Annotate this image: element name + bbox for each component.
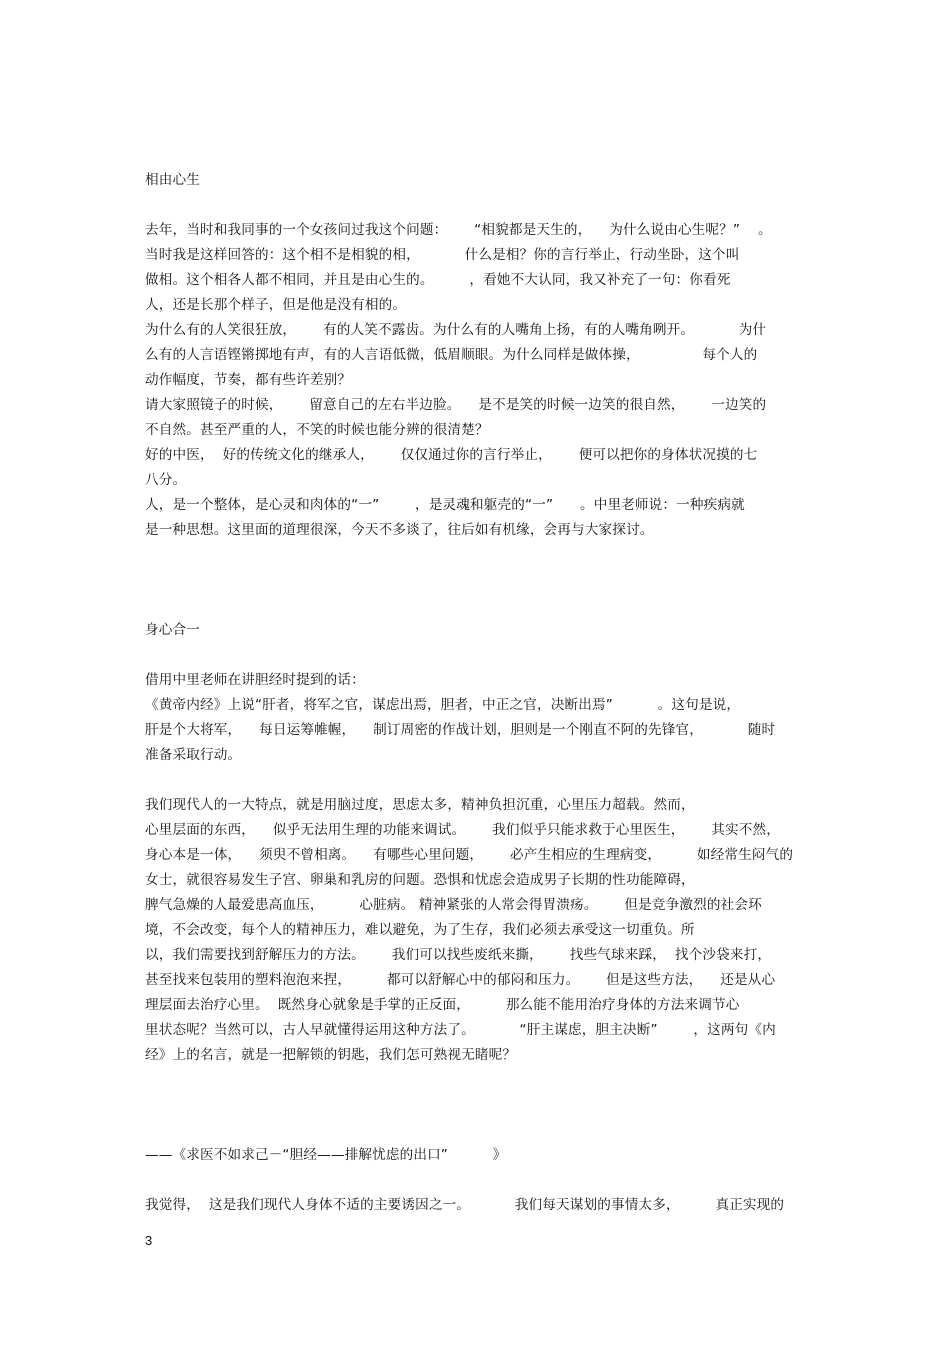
paragraph-line: 做相。这个相各人都不相同，并且是由心生的。 ，看她不大认同，我又补充了一句：你看死 — [145, 272, 731, 288]
section-heading-xiang-you-xin-sheng: 相由心生 — [145, 172, 200, 188]
paragraph-line: 人，还是长那个样子，但是他是没有相的。 — [145, 297, 407, 313]
paragraph-line: 动作幅度，节奏，都有些许差别？ — [145, 372, 352, 388]
paragraph-line: 女士，就很容易发生子宫、卵巢和乳房的问题。恐惧和忧虑会造成男子长期的性功能障碍， — [145, 872, 695, 888]
paragraph-line: 八分。 — [145, 472, 187, 488]
page-number: 3 — [145, 1233, 153, 1248]
paragraph-line: 请大家照镜子的时候， 留意自己的左右半边脸。 是不是笑的时候一边笑的很自然， 一边笑的 — [145, 397, 767, 413]
paragraph-line: 为什么有的人笑很狂放， 有的人笑不露齿。为什么有的人嘴角上扬，有的人嘴角咧开。 为什 — [145, 322, 767, 338]
paragraph-line: 好的中医， 好的传统文化的继承人， 仅仅通过你的言行举止， 便可以把你的身体状况摸的七 — [145, 447, 758, 463]
paragraph-line: 经》上的名言，就是一把解锁的钥匙，我们怎可熟视无睹呢？ — [145, 1047, 517, 1063]
paragraph-line: 当时我是这样回答的：这个相不是相貌的相， 什么是相？你的言行举止，行动坐卧，这个叫 — [145, 247, 740, 263]
paragraph-line: 么有的人言语铿锵掷地有声，有的人言语低微，低眉顺眼。为什么同样是做体操， 每个人的 — [145, 347, 758, 363]
paragraph-line: 准备采取行动。 — [145, 747, 242, 763]
paragraph-line: 不自然。甚至严重的人，不笑的时候也能分辨的很清楚？ — [145, 422, 489, 438]
paragraph-line: 《黄帝内经》上说“肝者，将军之官，谋虑出焉，胆者，中正之官，决断出焉” 。这句是说， — [145, 697, 741, 713]
paragraph-line: 里状态呢？当然可以，古人早就懂得运用这种方法了。 “肝主谋虑，胆主决断” ，这两句《内 — [145, 1022, 776, 1038]
paragraph-line: 是一种思想。这里面的道理很深，今天不多谈了，往后如有机缘，会再与大家探讨。 — [145, 522, 654, 538]
paragraph-line: 去年，当时和我同事的一个女孩问过我这个问题： “相貌都是天生的， 为什么说由心生呢？” 。 — [145, 222, 772, 238]
paragraph-line: 人，是一个整体，是心灵和肉体的“一” ，是灵魂和躯壳的“一” 。中里老师说：一种疾病就 — [145, 497, 745, 513]
book-citation: ——《求医不如求己－“胆经——排解忧虑的出口” 》 — [145, 1147, 507, 1163]
paragraph-line: 以，我们需要找到舒解压力的方法。 我们可以找些废纸来撕， 找些气球来踩， 找个沙袋来打， — [145, 947, 772, 963]
paragraph-line: 我们现代人的一大特点，就是用脑过度，思虑太多，精神负担沉重，心里压力超载。然而， — [145, 797, 695, 813]
paragraph-line: 脾气急燥的人最爱患高血压， 心脏病。 精神紧张的人常会得胃溃疡。 但是竞争激烈的社会环 — [145, 897, 762, 913]
paragraph-line: 肝是个大将军， 每日运筹帷幄， 制订周密的作战计划，胆则是一个刚直不阿的先锋官， 随时 — [145, 722, 776, 738]
paragraph-line: 心里层面的东西， 似乎无法用生理的功能来调试。 我们似乎只能求救于心里医生， 其实不然， — [145, 822, 781, 838]
paragraph-line: 境，不会改变，每个人的精神压力，难以避免，为了生存，我们必须去承受这一切重负。所 — [145, 922, 695, 938]
paragraph-line: 身心本是一体， 须臾不曾相离。 有哪些心里问题， 必产生相应的生理病变， 如经常生闷气的 — [145, 847, 794, 863]
paragraph-line: 借用中里老师在讲胆经时提到的话： — [145, 672, 365, 688]
paragraph-line: 我觉得， 这是我们现代人身体不适的主要诱因之一。 我们每天谋划的事情太多， 真正实现的 — [145, 1197, 785, 1213]
section-heading-shen-xin-he-yi: 身心合一 — [145, 622, 200, 638]
paragraph-line: 甚至找来包装用的塑料泡泡来捏， 都可以舒解心中的郁闷和压力。 但是这些方法， 还是从心 — [145, 972, 776, 988]
paragraph-line: 理层面去治疗心里。 既然身心就象是手掌的正反面， 那么能不能用治疗身体的方法来调节心 — [145, 997, 740, 1013]
